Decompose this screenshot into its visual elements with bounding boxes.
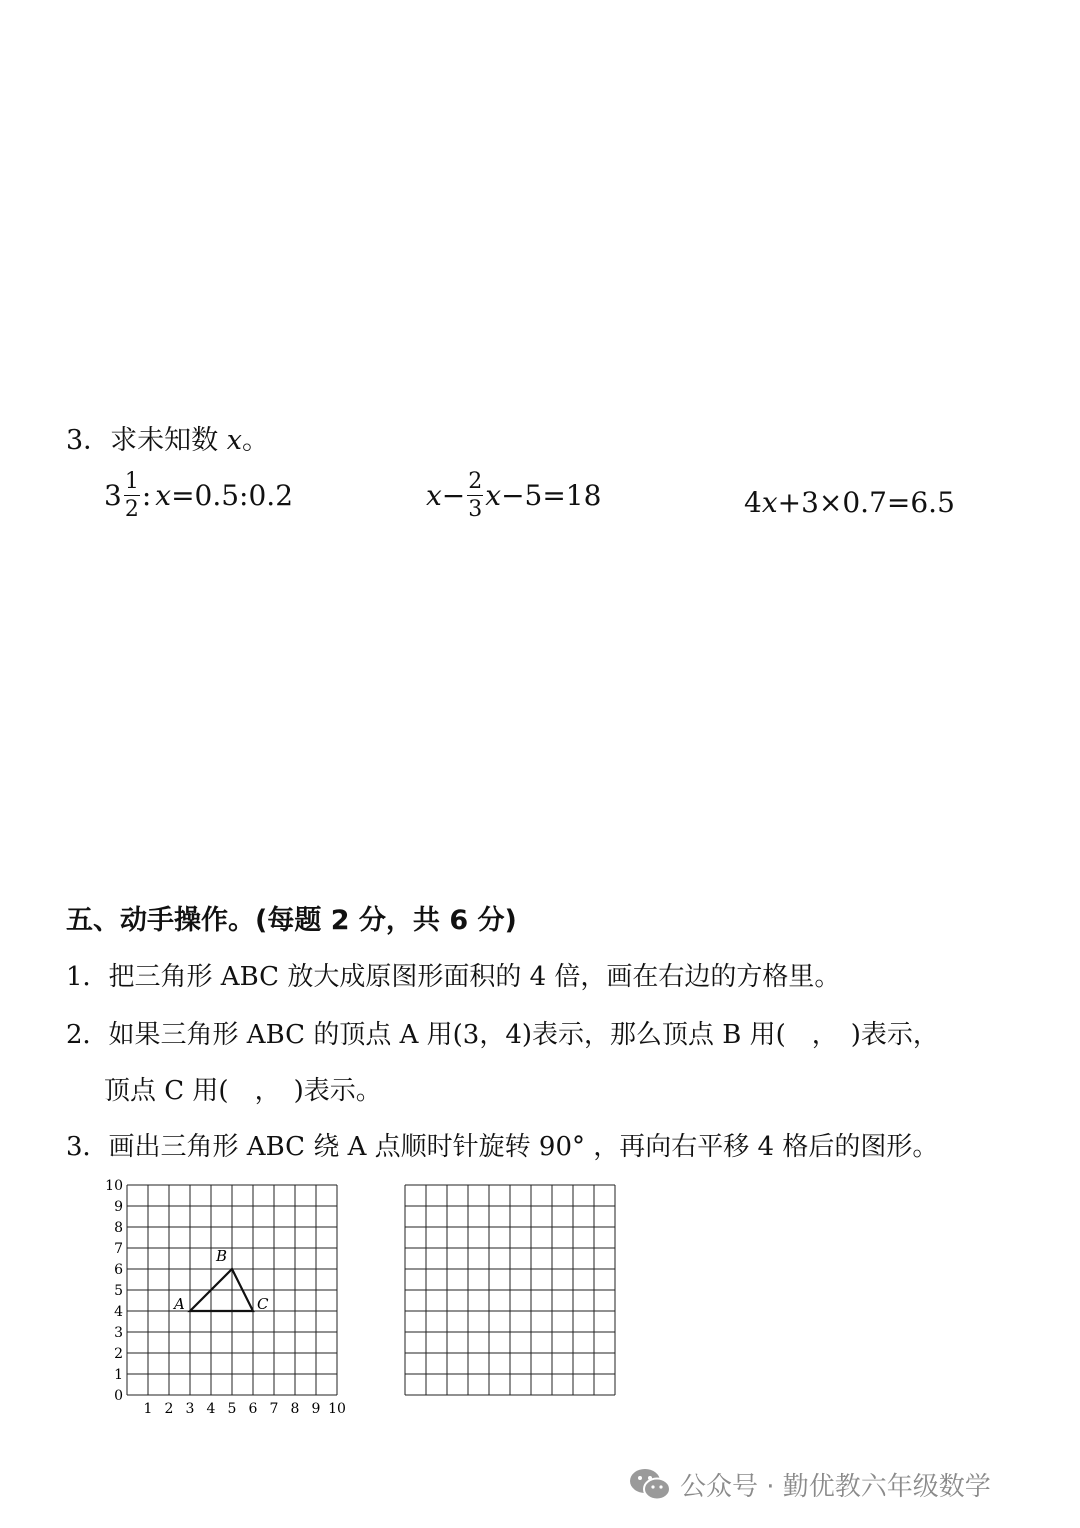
eq2-numerator: 2	[468, 469, 483, 494]
empty-grid-right[interactable]	[400, 1180, 620, 1400]
section-5-item-3: 3．画出三角形 ABC 绕 A 点顺时针旋转 90° ，再向右平移 4 格后的图形。	[66, 1132, 939, 1162]
grid-lines	[127, 1185, 337, 1395]
question-3-prefix: 3．求未知数	[66, 425, 227, 456]
point-a-label: A	[174, 1295, 185, 1313]
eq3-var: x	[761, 486, 778, 519]
section-5-item-2-line-1: 2．如果三角形 ABC 的顶点 A 用(3，4)表示，那么顶点 B 用( ， )表示，	[66, 1020, 939, 1050]
point-c-label: C	[257, 1295, 269, 1313]
eq3-pre: 4	[744, 486, 762, 519]
eq1-var: x	[155, 479, 172, 513]
wechat-icon	[628, 1467, 672, 1503]
x-tick-label: 6	[248, 1401, 258, 1417]
y-tick-label: 9	[114, 1199, 123, 1215]
eq2-fraction	[467, 470, 483, 521]
point-b-label: B	[216, 1247, 228, 1265]
fraction-bar	[124, 495, 140, 496]
x-tick-label: 5	[227, 1401, 237, 1417]
eq2-denominator: 3	[468, 497, 483, 523]
watermark	[628, 1466, 991, 1503]
x-tick-label: 7	[269, 1401, 279, 1417]
section-5-item-1: 1．把三角形 ABC 放大成原图形面积的 4 倍，画在右边的方格里。	[66, 962, 841, 992]
equation-3	[744, 486, 955, 519]
eq1-rest: =0.5:0.2	[171, 479, 294, 513]
y-tick-label: 0	[114, 1388, 123, 1404]
eq1-numerator: 1	[124, 469, 139, 494]
question-3-title	[66, 418, 269, 457]
y-tick-label: 6	[114, 1262, 123, 1278]
x-tick-label: 3	[185, 1401, 195, 1417]
eq1-whole: 3	[104, 479, 122, 513]
x-tick-label: 4	[206, 1401, 216, 1417]
eq1-denominator: 2	[124, 497, 139, 523]
eq1-colon: :	[141, 479, 152, 513]
y-tick-label: 1	[114, 1367, 123, 1383]
y-tick-label: 10	[105, 1178, 123, 1194]
y-tick-label: 2	[114, 1346, 123, 1362]
question-3-var: x	[226, 425, 242, 456]
x-tick-label: 1	[143, 1401, 153, 1417]
section-5-title: 五、动手操作。(每题 2 分，共 6 分)	[66, 905, 517, 936]
eq2-var1: x	[426, 479, 442, 513]
eq2-var2: x	[485, 479, 502, 513]
x-tick-label: 10	[328, 1401, 346, 1417]
coordinate-grid-left	[100, 1172, 370, 1422]
y-tick-label: 7	[114, 1241, 123, 1257]
y-axis-ticks	[105, 1178, 123, 1404]
watermark-text: 公众号 · 勤优教六年级数学	[680, 1472, 991, 1502]
y-tick-label: 5	[114, 1283, 123, 1299]
y-tick-label: 3	[114, 1325, 123, 1341]
y-tick-label: 8	[114, 1220, 123, 1236]
question-3-suffix: 。	[242, 425, 269, 456]
x-tick-label: 8	[290, 1401, 300, 1417]
x-axis-ticks	[144, 1401, 346, 1417]
y-tick-label: 4	[114, 1304, 123, 1320]
grid-lines	[405, 1185, 615, 1395]
eq2-rest: −5=18	[501, 479, 602, 513]
eq3-rest: +3×0.7=6.5	[777, 486, 955, 519]
x-tick-label: 9	[311, 1401, 321, 1417]
x-tick-label: 2	[164, 1401, 174, 1417]
equation-2	[426, 470, 601, 521]
equation-1	[104, 470, 293, 521]
eq1-fraction	[124, 470, 140, 521]
fraction-bar	[467, 495, 483, 496]
eq2-minus: −	[441, 479, 466, 513]
section-5-item-2-line-2: 顶点 C 用( ， )表示。	[104, 1076, 382, 1106]
